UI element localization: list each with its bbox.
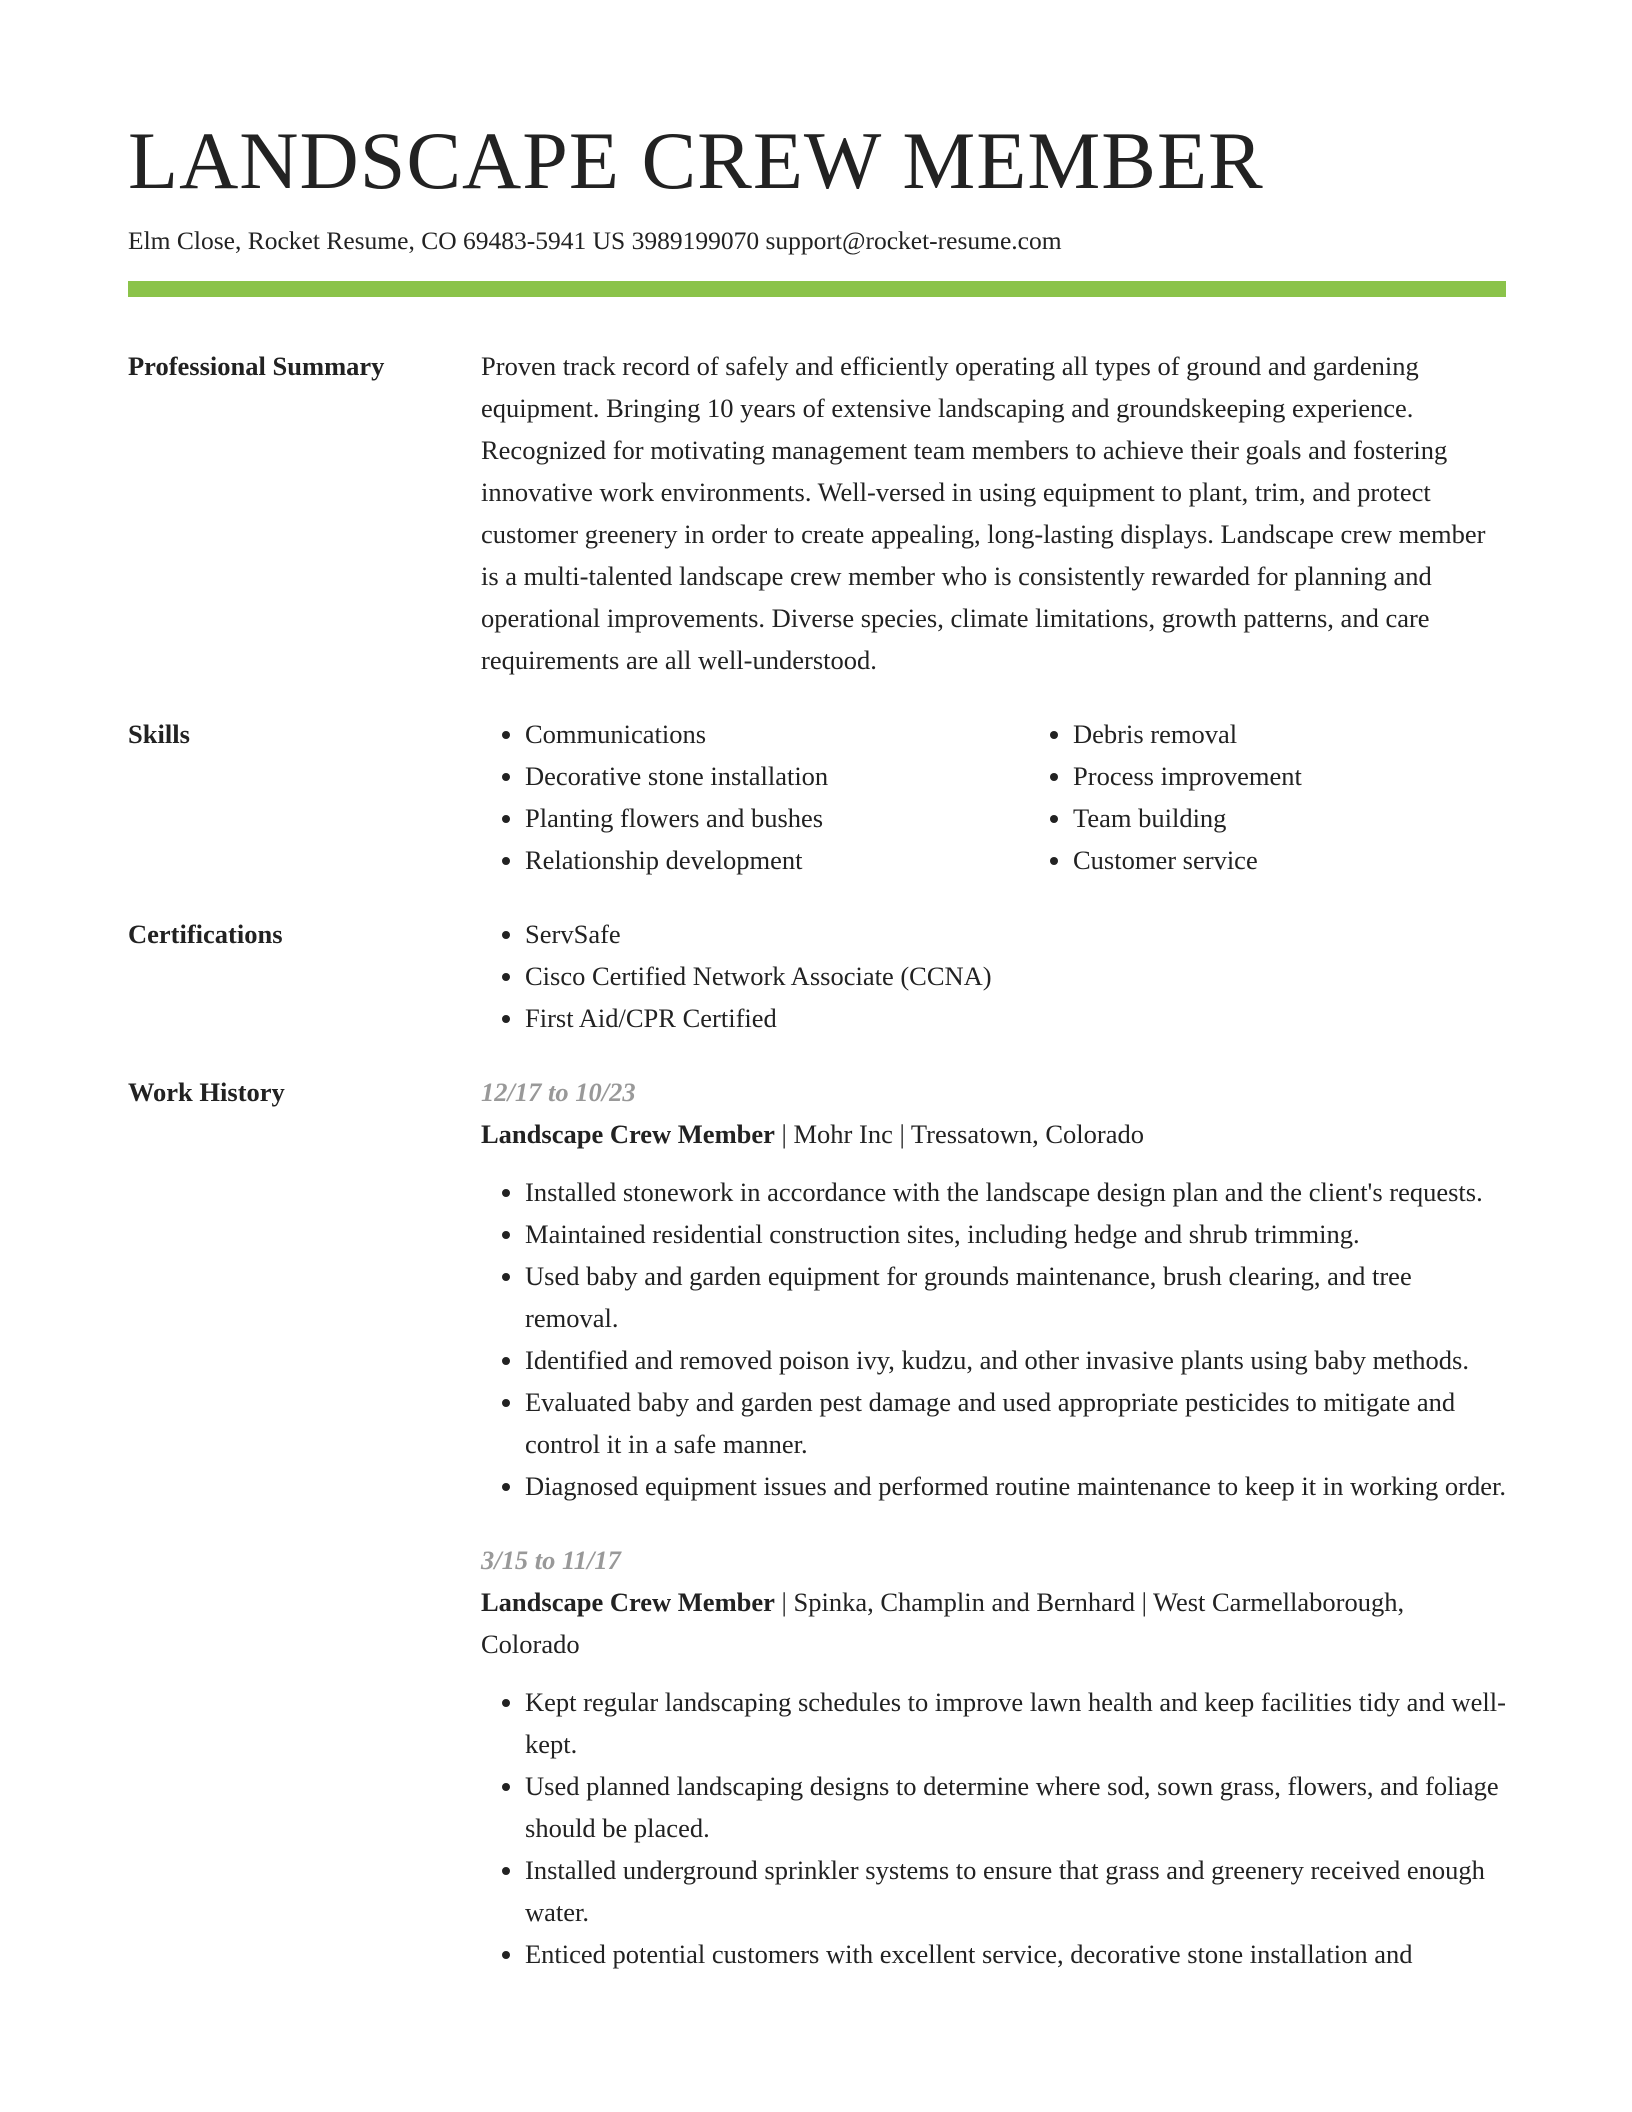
- skills-grid: [481, 713, 1577, 881]
- work-history-body: [481, 1071, 1506, 1975]
- job-heading: [481, 1581, 1506, 1665]
- skill-item: • Team building: [1073, 797, 1577, 839]
- certification-item: • ServSafe: [525, 913, 1506, 955]
- resume-page: [128, 0, 1506, 1975]
- job-bullet: • Installed underground sprinkler systems to ensure that grass and greenery received enough water.: [525, 1849, 1506, 1933]
- skills-section: [128, 713, 1506, 881]
- skill-item: • Planting flowers and bushes: [525, 797, 1029, 839]
- skill-item: • Process improvement: [1073, 755, 1577, 797]
- section-label-skills: Skills: [128, 719, 190, 750]
- job-bullet: • Maintained residential construction sites, including hedge and shrub trimming.: [525, 1213, 1506, 1255]
- contact-info: Elm Close, Rocket Resume, CO 69483-5941 US 3989199070 support@rocket-resume.com: [128, 226, 1062, 256]
- work-history-section: [128, 1071, 1506, 1975]
- job-bullet: • Installed stonework in accordance with the landscape design plan and the client's requests.: [525, 1171, 1506, 1213]
- job-dates: 12/17 to 10/23: [481, 1077, 636, 1108]
- skill-item: • Debris removal: [1073, 713, 1577, 755]
- header-divider: [128, 281, 1506, 297]
- job-bullets: [481, 1681, 1506, 1975]
- job-heading: [481, 1113, 1506, 1155]
- summary-text: Proven track record of safely and efficiently operating all types of ground and gardening equipment. Bringing 10 years of extensive landscaping and groundskeeping experience. Recognized for motivating management team members to achieve their goals and fostering innovative work environments. Well-versed in using equipment to plant, trim, and protect customer greenery in order to create appealing, long-lasting displays. Landscape crew member is a multi-talented landscape crew member who is consistently rewarded for planning and operational improvements. Diverse species, climate limitations, growth patterns, and care requirements are all well-understood.: [481, 351, 1486, 676]
- skills-column-1: [481, 713, 1029, 881]
- certifications-section: [128, 913, 1506, 1039]
- job-bullet: • Diagnosed equipment issues and performed routine maintenance to keep it in working order.: [525, 1465, 1506, 1507]
- job-details: | Mohr Inc | Tressatown, Colorado: [774, 1119, 1145, 1150]
- resume-name: LANDSCAPE CREW MEMBER: [128, 115, 1264, 206]
- job-bullet: • Used baby and garden equipment for grounds maintenance, brush clearing, and tree removal.: [525, 1255, 1506, 1339]
- job-title: Landscape Crew Member: [481, 1587, 775, 1618]
- skill-item: • Customer service: [1073, 839, 1577, 881]
- job-entry: [481, 1539, 1506, 1975]
- job-bullet: • Kept regular landscaping schedules to improve lawn health and keep facilities tidy and well-kept.: [525, 1681, 1506, 1765]
- certifications-list: [481, 913, 1506, 1039]
- certification-item: • First Aid/CPR Certified: [525, 997, 1506, 1039]
- section-label-work-history: Work History: [128, 1077, 285, 1108]
- skill-item: • Relationship development: [525, 839, 1029, 881]
- certification-item: • Cisco Certified Network Associate (CCNA): [525, 955, 1506, 997]
- job-bullet: • Evaluated baby and garden pest damage and used appropriate pesticides to mitigate and control it in a safe manner.: [525, 1381, 1506, 1465]
- skill-item: • Decorative stone installation: [525, 755, 1029, 797]
- summary-body: [481, 345, 1506, 681]
- job-dates: 3/15 to 11/17: [481, 1545, 621, 1576]
- job-entry: [481, 1071, 1506, 1507]
- job-details: | Spinka, Champlin and Bernhard | West Carmellaborough, Colorado: [481, 1587, 1405, 1660]
- job-title: Landscape Crew Member: [481, 1119, 775, 1150]
- skill-item: • Communications: [525, 713, 1029, 755]
- job-bullets: [481, 1171, 1506, 1507]
- summary-section: [128, 345, 1506, 681]
- section-label-summary: Professional Summary: [128, 351, 385, 382]
- section-label-certifications: Certifications: [128, 919, 283, 950]
- skills-column-2: [1029, 713, 1577, 881]
- certifications-body: [481, 913, 1506, 1039]
- job-bullet: • Enticed potential customers with excellent service, decorative stone installation and: [525, 1933, 1506, 1975]
- job-bullet: • Identified and removed poison ivy, kudzu, and other invasive plants using baby methods.: [525, 1339, 1506, 1381]
- job-bullet: • Used planned landscaping designs to determine where sod, sown grass, flowers, and foliage should be placed.: [525, 1765, 1506, 1849]
